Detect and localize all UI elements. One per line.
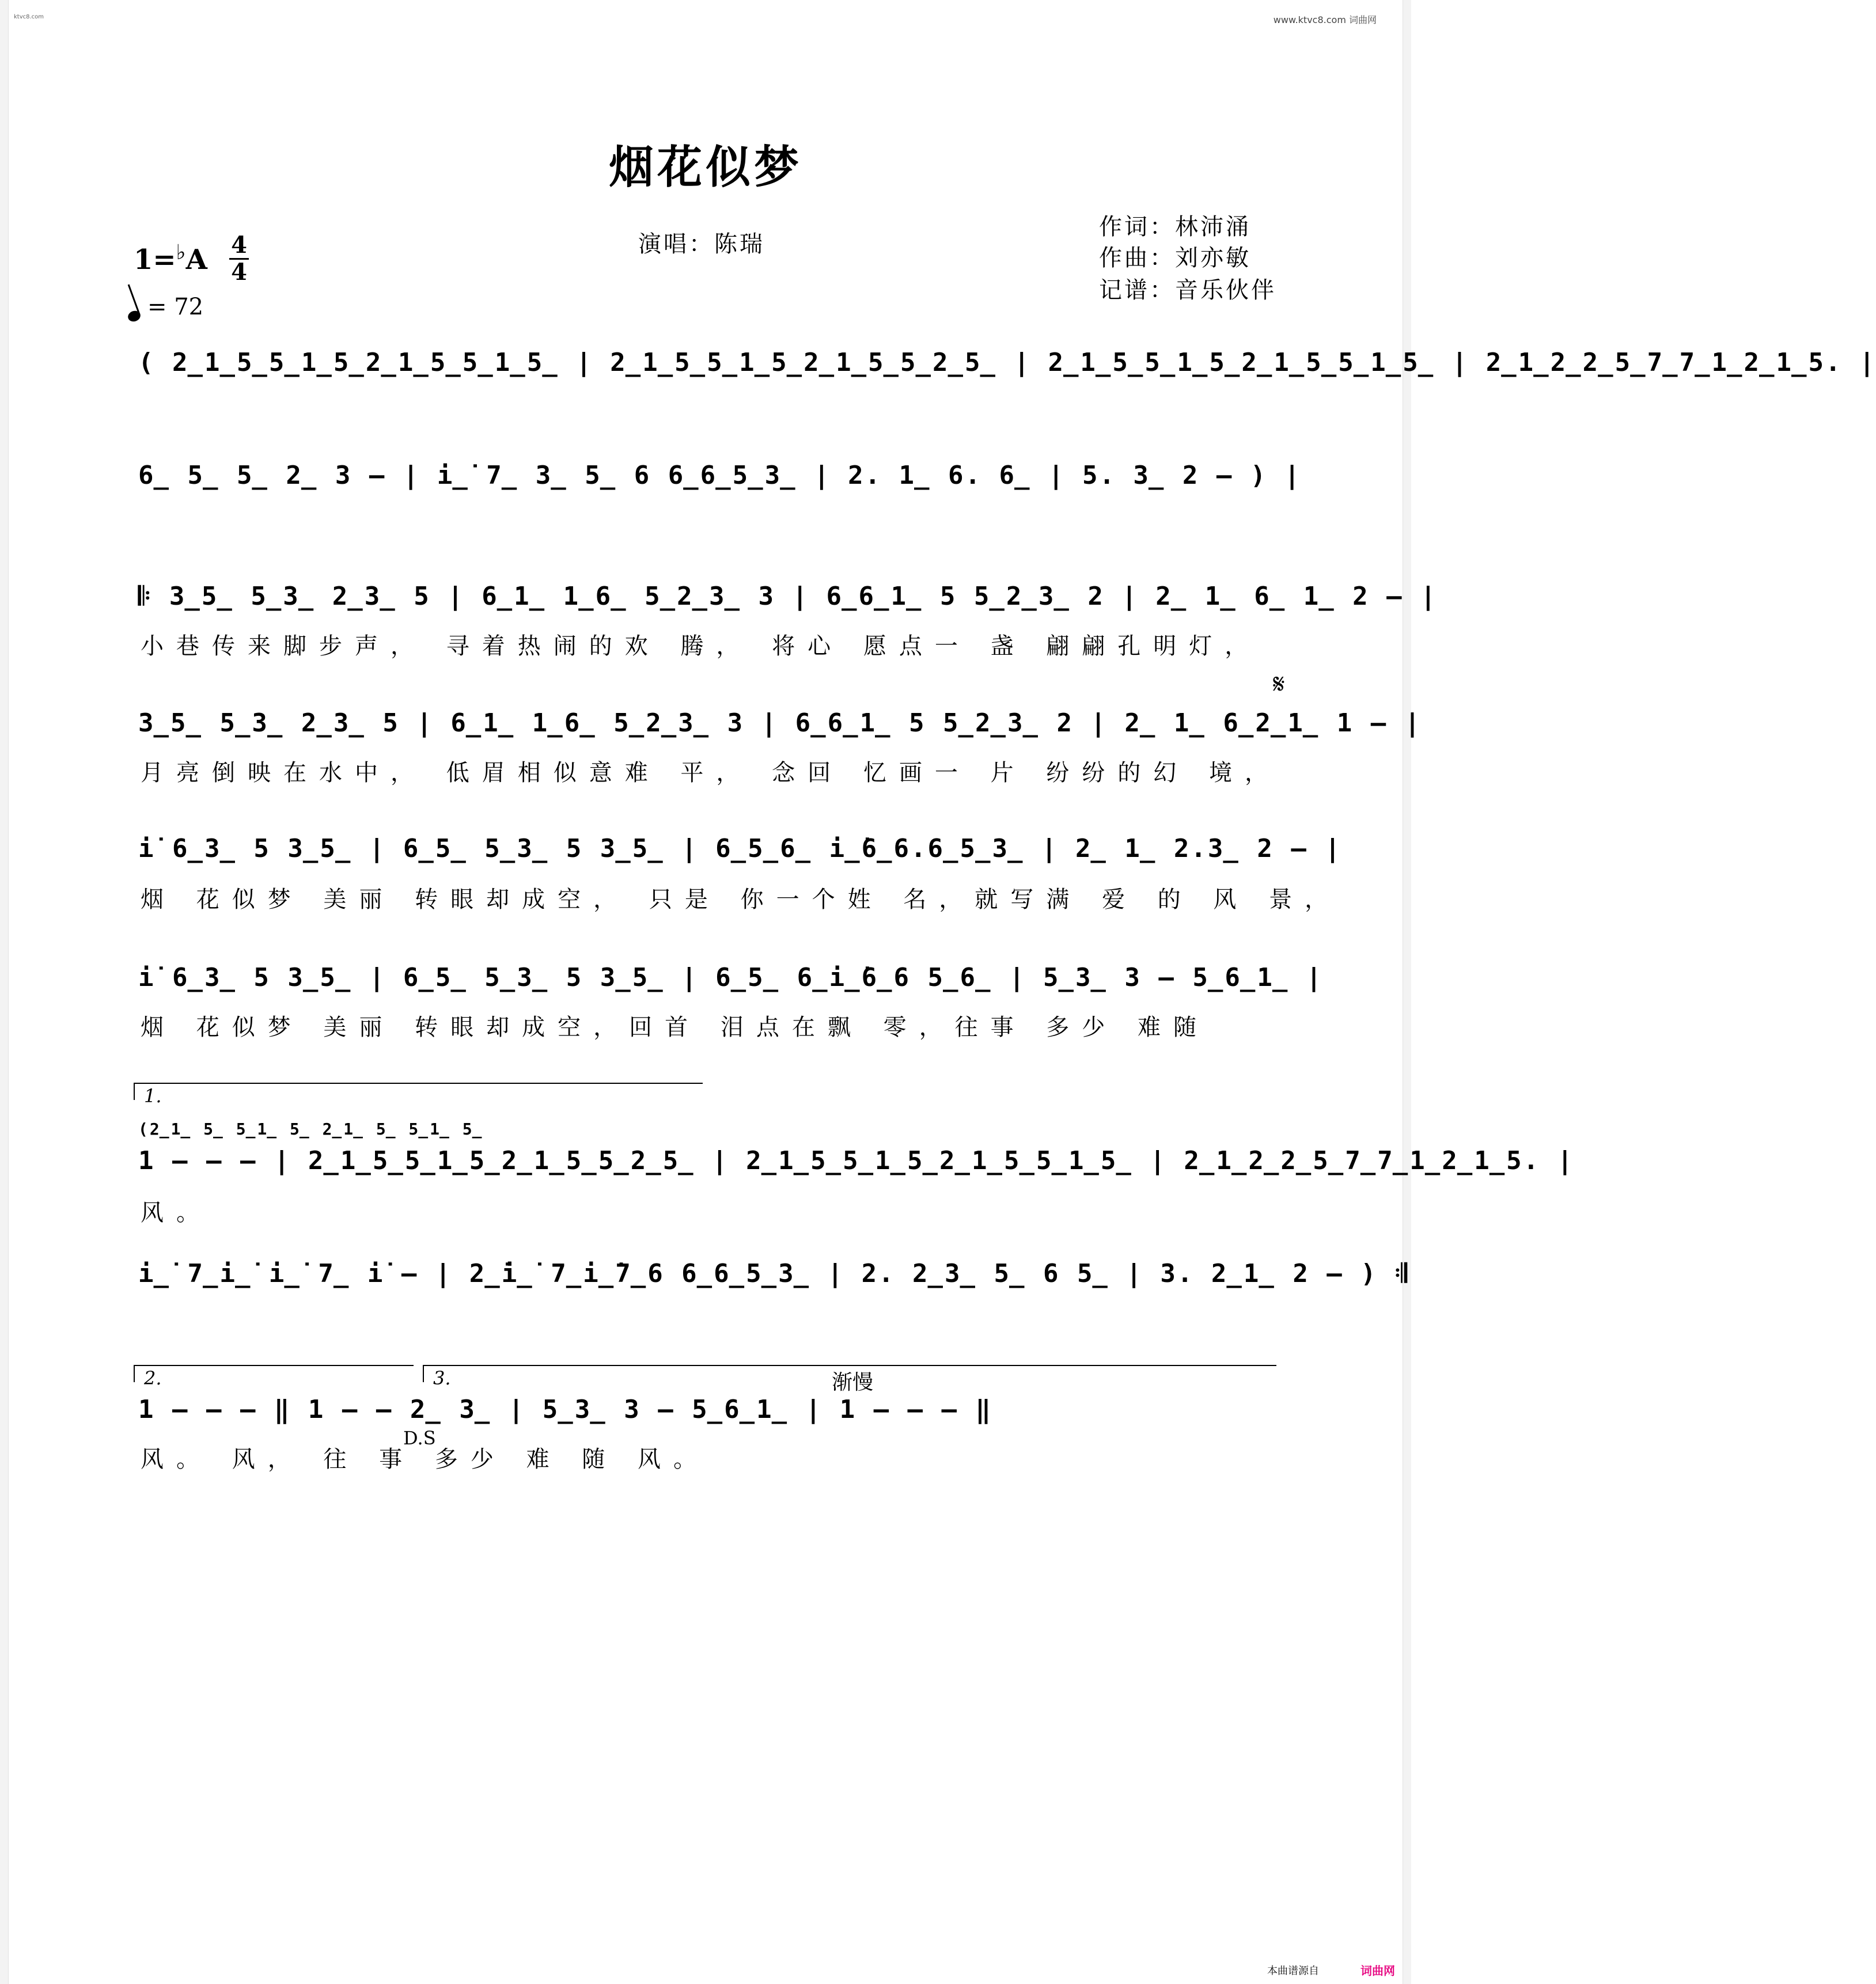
right-edge-strip bbox=[1403, 0, 1411, 1984]
segno-sign: 𝄋 bbox=[1273, 668, 1285, 700]
time-signature bbox=[229, 233, 249, 285]
lyric-row-9: 风。 风， 往 事 多少 难 随 风。 bbox=[141, 1446, 710, 1473]
lyric-row-4: 月亮倒映在水中， 低眉相似意难 平， 念回 忆画一 片 纷纷的幻 境， bbox=[141, 760, 1281, 786]
left-edge-strip bbox=[0, 0, 9, 1984]
notation-row-3: 𝄆 3̲5̲ 5̲3̲ 2̲3̲ 5 | 6̲1̲ 1̲6̲ 5̲2̲3̲ 3 | 6̲6̲1̲ 5 5̲2̲3̲ 2 | 2̲ 1̲ 6̲ 1̲ 2 – | bbox=[138, 582, 1438, 611]
time-bottom: 4 bbox=[231, 259, 247, 286]
lyric-row-7: 风。 bbox=[141, 1200, 212, 1226]
notation-row-5: i̇ 6̲3̲ 5 3̲5̲ | 6̲5̲ 5̲3̲ 5 3̲5̲ | 6̲5̲6̲ i̲̇6̲6.6̲5̲3̲ | 2̲ 1̲ 2.3̲ 2 – | bbox=[138, 834, 1342, 863]
header-tiny-text: ktvc8.com bbox=[14, 14, 44, 20]
notation-row-1: ( 2̲1̲5̲5̲1̲5̲2̲1̲5̲5̲1̲5̲ | 2̲1̲5̲5̲1̲5̲2̲1̲5̲5̲2̲5̲ | 2̲1̲5̲5̲1̲5̲2̲1̲5̲5̲1̲5̲ | 2̲1̲2̲2̲5̲7̲7̲1̲2̲1̲5. | bbox=[138, 348, 1876, 377]
lyricist-credit: 作词：林沛涌 bbox=[1099, 214, 1251, 240]
tempo-value: = 72 bbox=[147, 294, 204, 320]
ritardando-mark: 渐慢 bbox=[832, 1371, 874, 1394]
volta-3-label: 3. bbox=[433, 1367, 451, 1389]
ds-mark: D.S bbox=[403, 1427, 436, 1449]
footer-source: 本曲谱源自 bbox=[1267, 1965, 1319, 1977]
notation-row-7: 1 – – – | 2̲1̲5̲5̲1̲5̲2̲1̲5̲5̲2̲5̲ | 2̲1̲5̲5̲1̲5̲2̲1̲5̲5̲1̲5̲ | 2̲1̲2̲2̲5̲7̲7̲1̲2̲1̲5. | bbox=[138, 1146, 1575, 1175]
volta-2-bracket bbox=[134, 1365, 414, 1382]
volta-2-label: 2. bbox=[144, 1367, 162, 1389]
song-title: 烟花似梦 bbox=[608, 142, 802, 194]
pickup-figure: (2̲1̲ 5̲ 5̲1̲ 5̲ 2̲1̲ 5̲ 5̲1̲ 5̲ bbox=[138, 1120, 484, 1139]
quarter-note-icon bbox=[127, 309, 142, 323]
footer-site-logo: 词曲网 bbox=[1360, 1964, 1395, 1978]
header-url: www.ktvc8.com 词曲网 bbox=[1273, 14, 1377, 25]
notation-row-8: i̲̇ 7̲i̲̇ i̲̇ 7̲ i̇ – | 2̲̇i̲̇ 7̲i̲̇7̲6 6̲6̲5̲3̲ | 2. 2̲3̲ 5̲ 6 5̲ | 3. 2̲1̲ 2 – ) 𝄇 bbox=[138, 1259, 1409, 1288]
tempo-mark bbox=[128, 294, 203, 320]
composer-credit: 作曲：刘亦敏 bbox=[1099, 245, 1251, 271]
key-note: A bbox=[185, 244, 207, 276]
flat-sign: ♭ bbox=[176, 241, 186, 264]
notation-row-4: 3̲5̲ 5̲3̲ 2̲3̲ 5 | 6̲1̲ 1̲6̲ 5̲2̲3̲ 3 | 6̲6̲1̲ 5 5̲2̲3̲ 2 | 2̲ 1̲ 6̲2̲1̲ 1 – | bbox=[138, 708, 1422, 738]
notation-row-6: i̇ 6̲3̲ 5 3̲5̲ | 6̲5̲ 5̲3̲ 5 3̲5̲ | 6̲5̲ 6̲i̲̇6̲6 5̲6̲ | 5̲3̲ 3 – 5̲6̲1̲ | bbox=[138, 963, 1324, 992]
singer-credit: 演唱：陈瑞 bbox=[638, 231, 765, 257]
transcriber-credit: 记谱：音乐伙伴 bbox=[1099, 277, 1276, 304]
volta-1-bracket bbox=[134, 1083, 703, 1100]
time-top: 4 bbox=[231, 232, 247, 259]
lyric-row-3: 小巷传来脚步声， 寻着热闹的欢 腾， 将心 愿点一 盏 翩翩孔明灯， bbox=[141, 633, 1261, 659]
key-signature bbox=[134, 241, 207, 276]
notation-row-2: 6̲ 5̲ 5̲ 2̲ 3 – | i̲̇ 7̲ 3̲ 5̲ 6 6̲6̲5̲3̲ | 2. 1̲ 6. 6̲ | 5. 3̲ 2 – ) | bbox=[138, 461, 1302, 490]
lyric-row-6: 烟 花似梦 美丽 转眼却成空，回首 泪点在飘 零，往事 多少 难随 bbox=[141, 1014, 1210, 1041]
volta-1-label: 1. bbox=[144, 1085, 162, 1107]
notation-row-9: 1 – – – ‖ 1 – – 2̲ 3̲ | 5̲3̲ 3 – 5̲6̲1̲ | 1 – – – ‖ bbox=[138, 1395, 993, 1424]
key-prefix: 1= bbox=[134, 244, 176, 276]
lyric-row-5: 烟 花似梦 美丽 转眼却成空， 只是 你一个姓 名，就写满 爱 的 风 景， bbox=[141, 886, 1341, 913]
